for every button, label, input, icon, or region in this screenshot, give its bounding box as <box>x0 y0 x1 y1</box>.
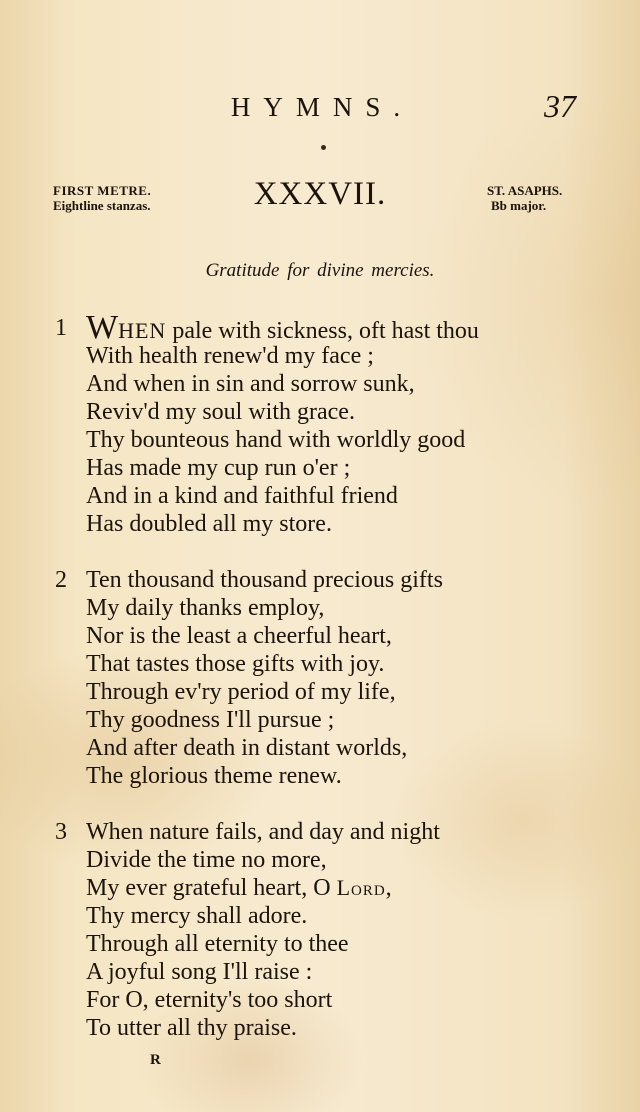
verse-line: Through ev'ry period of my life, <box>86 679 396 705</box>
verse-line: That tastes those gifts with joy. <box>86 651 385 677</box>
tune-note <box>487 183 562 213</box>
metre-name: FIRST METRE. <box>53 183 152 198</box>
verse-line: Ten thousand thousand precious gifts <box>86 567 443 593</box>
metre-stanza-form: Eightline stanzas. <box>53 198 151 213</box>
verse-line: Divide the time no more, <box>86 847 327 873</box>
verse-line: Nor is the least a cheerful heart, <box>86 623 392 649</box>
stanza-number: 2 <box>55 567 67 593</box>
verse-line: Through all eternity to thee <box>86 931 349 957</box>
verse-line <box>86 309 479 346</box>
tune-key: Bb major. <box>491 198 547 213</box>
verse-line: The glorious theme renew. <box>86 763 342 789</box>
running-title: HYMNS. <box>230 92 414 122</box>
page-number: 37 <box>544 88 576 124</box>
verse-line: Has doubled all my store. <box>86 511 332 537</box>
verse-line-punctuation: , <box>385 875 392 901</box>
hymn-subtitle: Gratitude for divine mercies. <box>205 260 435 281</box>
verse-line: With health renew'd my face ; <box>86 343 374 369</box>
verse-line: When nature fails, and day and night <box>86 819 440 845</box>
tune-name: ST. ASAPHS. <box>487 183 563 198</box>
verse-line <box>86 874 392 902</box>
verse-line: Thy mercy shall adore. <box>86 903 308 929</box>
verse-line: Has made my cup run o'er ; <box>86 455 351 481</box>
verse-line: For O, eternity's too short <box>86 987 333 1013</box>
verse-line: And when in sin and sorrow sunk, <box>86 371 415 397</box>
verse-line: Reviv'd my soul with grace. <box>86 399 355 425</box>
small-caps-word: Lord <box>336 875 386 900</box>
verse-line: A joyful song I'll raise : <box>86 959 313 985</box>
verse-line: My daily thanks employ, <box>86 595 325 621</box>
ornament-dot <box>321 145 326 150</box>
signature-mark: R <box>150 1052 161 1068</box>
verse-line: And in a kind and faithful friend <box>86 483 398 509</box>
verse-line: Thy bounteous hand with worldly good <box>86 427 466 453</box>
verse-line-text: My ever grateful heart, O <box>86 875 337 901</box>
drop-capital: W <box>86 309 119 346</box>
small-caps-word: HEN <box>118 318 167 343</box>
verse-line-text: pale with sickness, oft hast thou <box>166 318 479 344</box>
hymn-number: XXXVII. <box>253 176 387 212</box>
stanza-number: 1 <box>55 315 67 341</box>
verse-line: And after death in distant worlds, <box>86 735 408 761</box>
stanza-number: 3 <box>55 819 67 845</box>
verse-line: To utter all thy praise. <box>86 1015 297 1041</box>
verse-line: Thy goodness I'll pursue ; <box>86 707 335 733</box>
